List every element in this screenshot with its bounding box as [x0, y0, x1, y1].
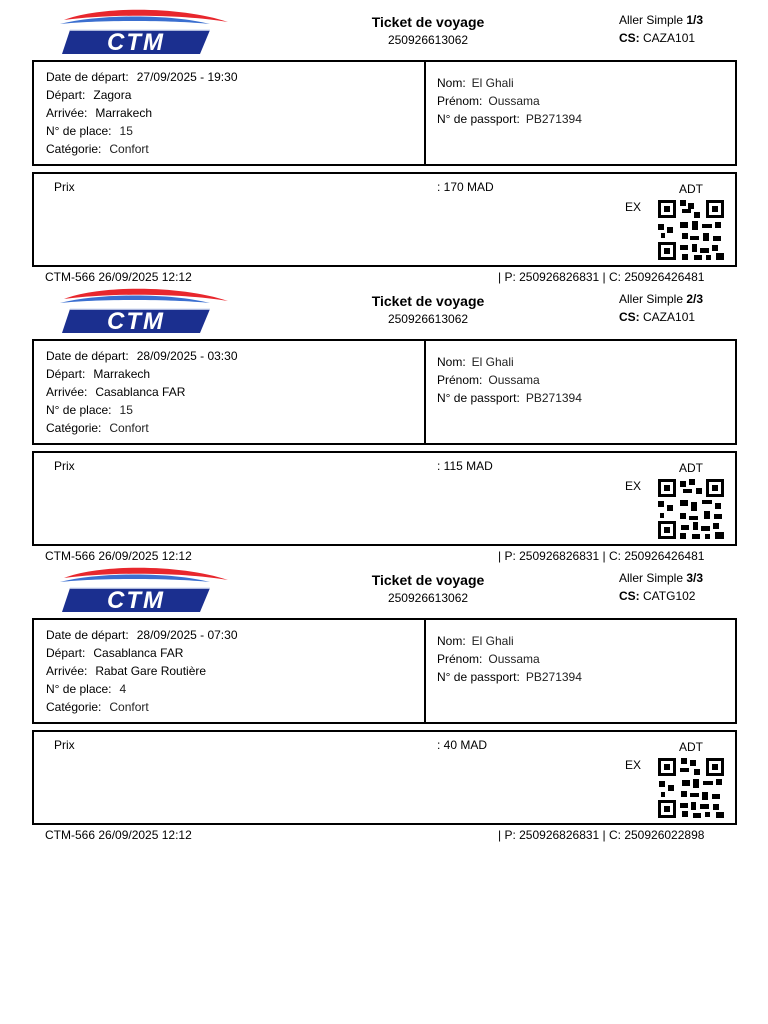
categorie-value: Confort: [109, 421, 149, 435]
date-value: 28/09/2025 - 03:30: [136, 349, 238, 363]
categorie-value: Confort: [109, 142, 149, 156]
ticket-title: Ticket de voyage: [371, 293, 485, 309]
arrivee-field: Arrivée: Rabat Gare Routière: [46, 664, 207, 678]
qr-code-icon: [658, 200, 724, 260]
ctm-logo: [60, 287, 232, 335]
date-field: Date de départ: 28/09/2025 - 07:30: [46, 628, 238, 642]
date-value: 28/09/2025 - 07:30: [136, 628, 238, 642]
cs-value: CAZA101: [643, 310, 696, 324]
prix-label: Prix: [54, 180, 75, 194]
categorie-value: Confort: [109, 700, 149, 714]
ctm-logo: [60, 566, 232, 614]
trip-type: Aller Simple: [619, 292, 684, 306]
depart-value: Casablanca FAR: [93, 646, 184, 660]
prenom-field: Prénom: Oussama: [437, 94, 540, 108]
nom-field: Nom: El Ghali: [437, 634, 514, 648]
ticket-title: Ticket de voyage: [371, 14, 485, 30]
ex-label: EX: [625, 758, 642, 772]
trip-index: 3/3: [686, 571, 704, 585]
cs-label: CS:: [619, 31, 640, 45]
nom-field: Nom: El Ghali: [437, 355, 514, 369]
prix-label: Prix: [54, 459, 75, 473]
prenom-value: Oussama: [488, 652, 540, 666]
prix-value: : 170 MAD: [437, 180, 494, 194]
ticket-3: [0, 558, 768, 842]
adt-label: ADT: [679, 461, 703, 475]
qr-code-icon: [658, 479, 724, 539]
adt-label: ADT: [679, 182, 703, 196]
ctm-logo: [60, 8, 232, 56]
arrivee-value: Rabat Gare Routière: [95, 664, 207, 678]
cs-label: CS:: [619, 310, 640, 324]
ticket-number: 250926613062: [387, 591, 469, 605]
prenom-value: Oussama: [488, 94, 540, 108]
place-field: N° de place: 4: [46, 682, 127, 696]
ticket-2: [0, 279, 768, 563]
price-box: [32, 172, 737, 267]
cs-label: CS:: [619, 589, 640, 603]
arrivee-field: Arrivée: Casablanca FAR: [46, 385, 186, 399]
depart-field: Départ: Casablanca FAR: [46, 646, 184, 660]
trip-index: 2/3: [686, 292, 704, 306]
footer-right: | P: 250926826831 | C: 250926426481: [498, 270, 705, 284]
passport-value: PB271394: [525, 112, 582, 126]
footer-left: CTM-566 26/09/2025 12:12: [45, 549, 192, 563]
price-box: [32, 730, 737, 825]
ticket-1: [0, 0, 768, 284]
passenger-box: [425, 60, 737, 166]
place-value: 15: [119, 403, 133, 417]
logo-text: CTM: [107, 29, 165, 56]
ticket-number: 250926613062: [387, 33, 469, 47]
depart-value: Marrakech: [93, 367, 151, 381]
passport-value: PB271394: [525, 670, 582, 684]
ticket-number: 250926613062: [387, 312, 469, 326]
journey-box: [32, 339, 425, 445]
trip-info: [619, 11, 703, 47]
passport-field: N° de passport: PB271394: [437, 112, 582, 126]
date-value: 27/09/2025 - 19:30: [136, 70, 238, 84]
prenom-value: Oussama: [488, 373, 540, 387]
price-box: [32, 451, 737, 546]
ex-label: EX: [625, 479, 642, 493]
place-value: 15: [119, 124, 133, 138]
place-field: N° de place: 15: [46, 124, 133, 138]
logo-text: CTM: [107, 587, 165, 614]
categorie-field: Catégorie: Confort: [46, 421, 149, 435]
passport-value: PB271394: [525, 391, 582, 405]
prix-label: Prix: [54, 738, 75, 752]
passenger-box: [425, 618, 737, 724]
arrivee-value: Marrakech: [95, 106, 153, 120]
prenom-field: Prénom: Oussama: [437, 373, 540, 387]
footer-left: CTM-566 26/09/2025 12:12: [45, 828, 192, 842]
nom-field: Nom: El Ghali: [437, 76, 514, 90]
cs-value: CAZA101: [643, 31, 696, 45]
depart-value: Zagora: [93, 88, 132, 102]
passport-field: N° de passport: PB271394: [437, 670, 582, 684]
trip-type: Aller Simple: [619, 13, 684, 27]
adt-label: ADT: [679, 740, 703, 754]
prix-value: : 115 MAD: [437, 459, 493, 473]
arrivee-field: Arrivée: Marrakech: [46, 106, 153, 120]
categorie-field: Catégorie: Confort: [46, 700, 149, 714]
prix-value: : 40 MAD: [437, 738, 488, 752]
trip-type: Aller Simple: [619, 571, 684, 585]
qr-code-icon: [658, 758, 724, 818]
trip-index: 1/3: [686, 13, 704, 27]
footer-right: | P: 250926826831 | C: 250926426481: [498, 549, 705, 563]
depart-field: Départ: Zagora: [46, 88, 132, 102]
nom-value: El Ghali: [471, 76, 514, 90]
prenom-field: Prénom: Oussama: [437, 652, 540, 666]
trip-info: [619, 290, 703, 326]
logo-text: CTM: [107, 308, 165, 335]
nom-value: El Ghali: [471, 355, 514, 369]
date-field: Date de départ: 28/09/2025 - 03:30: [46, 349, 238, 363]
place-value: 4: [119, 682, 127, 696]
categorie-field: Catégorie: Confort: [46, 142, 149, 156]
passport-field: N° de passport: PB271394: [437, 391, 582, 405]
journey-box: [32, 618, 425, 724]
ticket-title: Ticket de voyage: [371, 572, 485, 588]
trip-info: [619, 569, 703, 605]
place-field: N° de place: 15: [46, 403, 133, 417]
depart-field: Départ: Marrakech: [46, 367, 151, 381]
arrivee-value: Casablanca FAR: [95, 385, 186, 399]
cs-value: CATG102: [643, 589, 696, 603]
footer-right: | P: 250926826831 | C: 250926022898: [498, 828, 705, 842]
footer-left: CTM-566 26/09/2025 12:12: [45, 270, 192, 284]
passenger-box: [425, 339, 737, 445]
ex-label: EX: [625, 200, 642, 214]
journey-box: [32, 60, 425, 166]
nom-value: El Ghali: [471, 634, 514, 648]
date-field: Date de départ: 27/09/2025 - 19:30: [46, 70, 238, 84]
